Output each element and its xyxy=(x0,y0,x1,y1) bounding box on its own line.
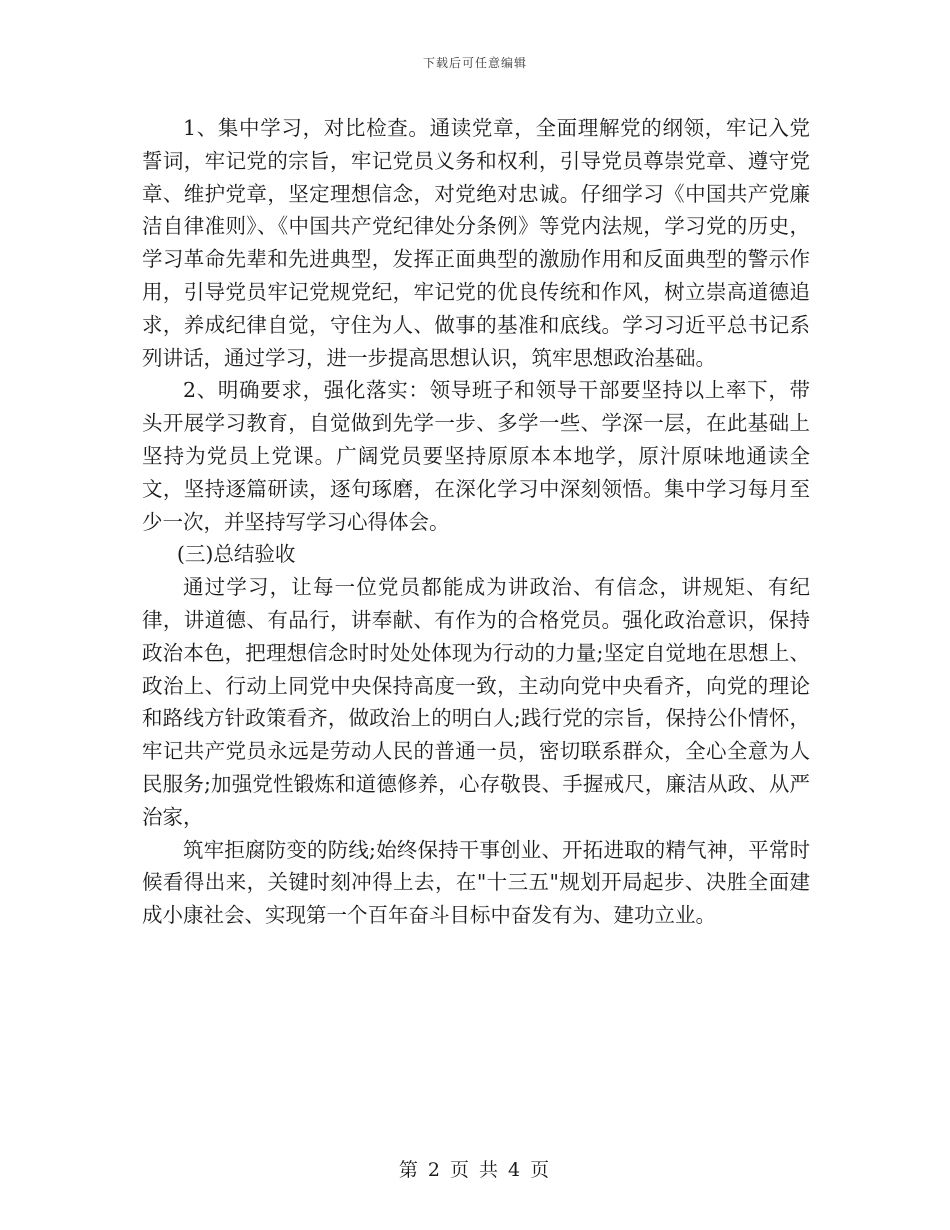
paragraph-summary-body: 通过学习，让每一位党员都能成为讲政治、有信念，讲规矩、有纪律，讲道德、有品行，讲奉献、有作为的合格党员。强化政治意识，保持政治本色，把理想信念时时处处体现为行动的力量;坚定自觉地在思想上、政治上、行动上同党中央保持高度一致，主动向党中央看齐，向党的理论和路线方针政策看齐，做政治上的明白人;践行党的宗旨，保持公仆情怀，牢记共产党员永远是劳动人民的普通一员，密切联系群众，全心全意为人民服务;加强党性锻炼和道德修养，心存敬畏、手握戒尺，廉洁从政、从严治家， xyxy=(142,575,810,829)
document-body xyxy=(142,112,810,932)
paragraph-study-check: 1、集中学习，对比检查。通读党章，全面理解党的纲领，牢记入党誓词，牢记党的宗旨，牢记党员义务和权利，引导党员尊崇党章、遵守党章、维护党章，坚定理想信念，对党绝对忠诚。仔细学习《中国共产党廉洁自律准则》、《中国共产党纪律处分条例》等党内法规，学习党的历史，学习革命先辈和先进典型，发挥正面典型的激励作用和反面典型的警示作用，引导党员牢记党规党纪，牢记党的优良传统和作风，树立崇高道德追求，养成纪律自觉，守住为人、做事的基准和底线。学习习近平总书记系列讲话，通过学习，进一步提高思想认识，筑牢思想政治基础。 xyxy=(142,116,810,370)
paragraph-requirements: 2、明确要求，强化落实：领导班子和领导干部要坚持以上率下，带头开展学习教育，自觉做到先学一步、多学一些、学深一层，在此基础上坚持为党员上党课。广阔党员要坚持原原本本地学，原汁原味地通读全文，坚持逐篇研读，逐句琢磨，在深化学习中深刻领悟。集中学习每月至少一次，并坚持写学习心得体会。 xyxy=(142,378,810,534)
section-heading-summary: (三)总结验收 xyxy=(176,542,296,567)
paragraph-summary-closing: 筑牢拒腐防变的防线;始终保持干事创业、开拓进取的精气神，平常时候看得出来，关键时刻冲得上去，在"十三五"规划开局起步、决胜全面建成小康社会、实现第一个百年奋斗目标中奋发有为、建功立业。 xyxy=(142,837,810,928)
page-number: 第 2 页 共 4 页 xyxy=(398,1159,552,1181)
page-header: 下载后可任意编辑 xyxy=(422,56,527,70)
